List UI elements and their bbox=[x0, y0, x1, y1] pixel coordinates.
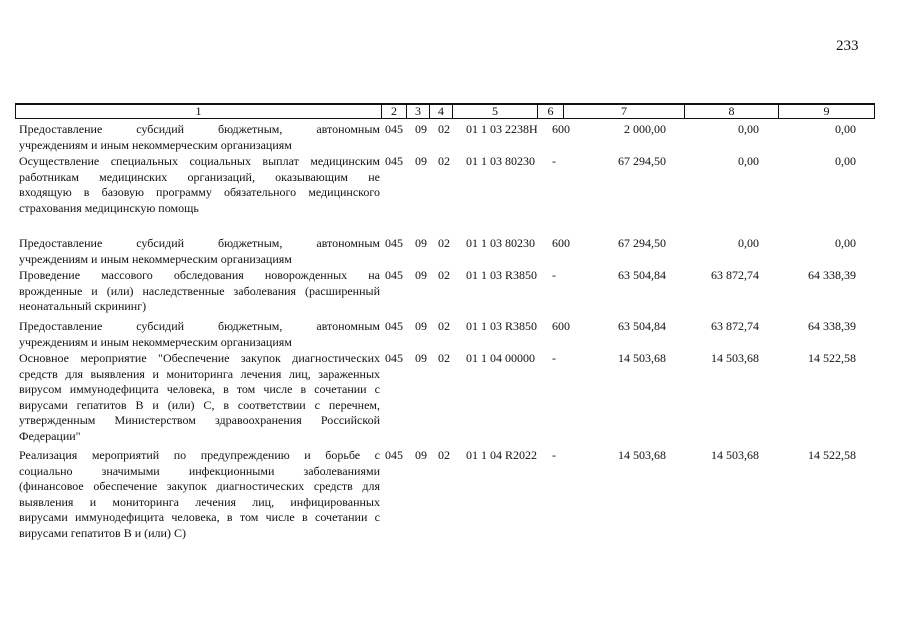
amount-year-1: 2 000,00 bbox=[624, 122, 666, 136]
description-line: Федерации" bbox=[19, 428, 81, 443]
description-line: учреждениям и иным некоммерческим организациям bbox=[19, 334, 292, 349]
header-col-9: 9 bbox=[779, 104, 875, 119]
amount-year-2: 0,00 bbox=[738, 122, 759, 136]
description-line: Предоставление субсидий бюджетным, автономным bbox=[19, 319, 380, 333]
target-article-code: 01 1 03 80230 bbox=[466, 236, 535, 250]
amount-year-3: 0,00 bbox=[835, 122, 856, 136]
section-code: 09 bbox=[415, 448, 427, 462]
header-col-5: 5 bbox=[453, 104, 538, 119]
row-description bbox=[19, 319, 380, 350]
description-line: Предоставление субсидий бюджетным, автономным bbox=[19, 236, 380, 250]
row-description bbox=[19, 122, 380, 153]
amount-year-2: 63 872,74 bbox=[711, 268, 759, 282]
description-line: социально значимыми инфекционными заболеваниями bbox=[19, 463, 380, 478]
description-line: врожденные и (или) наследственные заболевания (расширенный bbox=[19, 283, 380, 298]
description-line: Проведение массового обследования новорожденных на bbox=[19, 268, 380, 282]
amount-year-3: 64 338,39 bbox=[808, 319, 856, 333]
amount-year-2: 0,00 bbox=[738, 154, 759, 168]
subsection-code: 02 bbox=[438, 319, 450, 333]
amount-year-2: 63 872,74 bbox=[711, 319, 759, 333]
amount-year-2: 14 503,68 bbox=[711, 448, 759, 462]
amount-year-1: 67 294,50 bbox=[618, 236, 666, 250]
description-line: средств для выявления и мониторинга лечения лиц, зараженных bbox=[19, 366, 380, 381]
expense-type-code: - bbox=[552, 268, 556, 282]
description-line: Основное мероприятие "Обеспечение закупок диагностических bbox=[19, 351, 380, 365]
description-line: учреждениям и иным некоммерческим организациям bbox=[19, 137, 292, 152]
ministry-code: 045 bbox=[385, 154, 403, 168]
expense-type-code: - bbox=[552, 448, 556, 462]
amount-year-1: 63 504,84 bbox=[618, 319, 666, 333]
ministry-code: 045 bbox=[385, 122, 403, 136]
target-article-code: 01 1 03 R3850 bbox=[466, 268, 538, 282]
description-line: вирусами гепатитов В и (или) С) bbox=[19, 525, 186, 540]
description-line: работникам медицинских организаций, оказывающим не bbox=[19, 169, 380, 184]
description-line: Осуществление специальных социальных выплат медицинским bbox=[19, 154, 380, 168]
target-article-code: 01 1 03 2238Н bbox=[466, 122, 538, 136]
description-line: выявления и мониторинга лечения лиц, инфицированных bbox=[19, 494, 380, 509]
section-code: 09 bbox=[415, 268, 427, 282]
description-line: учреждениям и иным некоммерческим организациям bbox=[19, 251, 292, 266]
header-col-7: 7 bbox=[564, 104, 685, 119]
description-line: утвержденным Министерством здравоохранения Российской bbox=[19, 413, 380, 427]
section-code: 09 bbox=[415, 122, 427, 136]
expense-type-code: 600 bbox=[552, 236, 570, 250]
description-line: Предоставление субсидий бюджетным, автономным bbox=[19, 122, 380, 136]
subsection-code: 02 bbox=[438, 236, 450, 250]
amount-year-1: 63 504,84 bbox=[618, 268, 666, 282]
expense-type-code: 600 bbox=[552, 122, 570, 136]
page-number: 233 bbox=[836, 38, 859, 54]
header-row bbox=[16, 104, 875, 119]
section-code: 09 bbox=[415, 154, 427, 168]
expense-type-code: 600 bbox=[552, 319, 570, 333]
subsection-code: 02 bbox=[438, 122, 450, 136]
row-description bbox=[19, 236, 380, 267]
description-line: Реализация мероприятий по предупреждению и борьбе с bbox=[19, 448, 380, 462]
subsection-code: 02 bbox=[438, 351, 450, 365]
ministry-code: 045 bbox=[385, 351, 403, 365]
header-col-2: 2 bbox=[382, 104, 407, 119]
amount-year-2: 14 503,68 bbox=[711, 351, 759, 365]
subsection-code: 02 bbox=[438, 448, 450, 462]
amount-year-3: 64 338,39 bbox=[808, 268, 856, 282]
expense-type-code: - bbox=[552, 351, 556, 365]
section-code: 09 bbox=[415, 351, 427, 365]
ministry-code: 045 bbox=[385, 319, 403, 333]
description-line: вирусом иммунодефицита человека, в том числе в сочетании с bbox=[19, 382, 380, 396]
description-line: неонатальный скрининг) bbox=[19, 299, 147, 313]
subsection-code: 02 bbox=[438, 268, 450, 282]
expense-type-code: - bbox=[552, 154, 556, 168]
row-description bbox=[19, 351, 380, 444]
target-article-code: 01 1 04 R2022 bbox=[466, 448, 538, 462]
amount-year-3: 14 522,58 bbox=[808, 448, 856, 462]
section-code: 09 bbox=[415, 319, 427, 333]
target-article-code: 01 1 04 00000 bbox=[466, 351, 535, 365]
ministry-code: 045 bbox=[385, 236, 403, 250]
description-line: входящую в базовую программу обязательного медицинского bbox=[19, 185, 380, 199]
amount-year-1: 14 503,68 bbox=[618, 448, 666, 462]
amount-year-3: 0,00 bbox=[835, 154, 856, 168]
target-article-code: 01 1 03 R3850 bbox=[466, 319, 538, 333]
target-article-code: 01 1 03 80230 bbox=[466, 154, 535, 168]
description-line: (финансовое обеспечение закупок диагностических средств для bbox=[19, 479, 380, 493]
header-col-1: 1 bbox=[16, 104, 382, 119]
subsection-code: 02 bbox=[438, 154, 450, 168]
description-line: вирусами иммунодефицита человека, в том числе в сочетании с bbox=[19, 510, 380, 524]
row-description bbox=[19, 448, 380, 541]
ministry-code: 045 bbox=[385, 268, 403, 282]
column-header-table bbox=[15, 103, 875, 119]
header-col-6: 6 bbox=[538, 104, 564, 119]
row-description bbox=[19, 268, 380, 315]
header-col-8: 8 bbox=[685, 104, 779, 119]
header-col-3: 3 bbox=[407, 104, 430, 119]
amount-year-3: 14 522,58 bbox=[808, 351, 856, 365]
amount-year-1: 67 294,50 bbox=[618, 154, 666, 168]
ministry-code: 045 bbox=[385, 448, 403, 462]
section-code: 09 bbox=[415, 236, 427, 250]
description-line: страхования медицинскую помощь bbox=[19, 200, 199, 215]
description-line: вирусами гепатитов В и (или) С, в соответствии с перечнем, bbox=[19, 397, 380, 412]
amount-year-1: 14 503,68 bbox=[618, 351, 666, 365]
amount-year-2: 0,00 bbox=[738, 236, 759, 250]
amount-year-3: 0,00 bbox=[835, 236, 856, 250]
header-col-4: 4 bbox=[430, 104, 453, 119]
row-description bbox=[19, 154, 380, 216]
